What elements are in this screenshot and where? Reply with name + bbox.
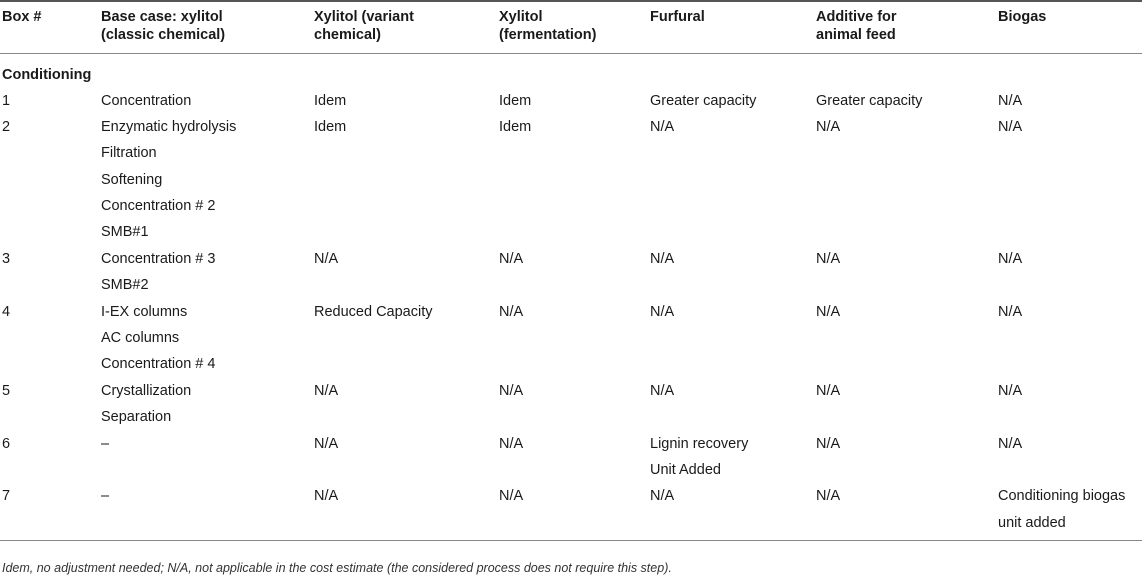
cell-line: 2: [2, 118, 11, 135]
table-cell: [814, 483, 996, 540]
cell-line: Reduced Capacity: [314, 303, 433, 320]
table-body: [0, 53, 1142, 541]
cell-line: AC columns: [101, 330, 180, 347]
cell-line: Conditioning biogas: [998, 488, 1126, 505]
cell-line: Idem: [499, 118, 532, 135]
table-cell: [497, 299, 648, 378]
table-cell: [99, 431, 312, 484]
column-header: [99, 1, 312, 53]
section-row: [0, 53, 1142, 88]
cell-line: I-EX columns: [101, 303, 188, 320]
cell-line: Idem: [314, 92, 347, 109]
cell-line: N/A: [998, 303, 1023, 320]
column-header: [0, 1, 99, 53]
cell-line: N/A: [499, 488, 524, 505]
table-cell: [0, 299, 99, 378]
cell-line: N/A: [816, 250, 841, 267]
cell-line: N/A: [816, 435, 841, 452]
cell-line: SMB#1: [101, 224, 149, 241]
cell-line: 4: [2, 303, 11, 320]
table-cell: [996, 88, 1142, 114]
cell-line: N/A: [499, 382, 524, 399]
table-cell: [814, 299, 996, 378]
cell-line: N/A: [650, 118, 675, 135]
table-cell: [497, 88, 648, 114]
table-cell: [0, 431, 99, 484]
table-row: [0, 378, 1142, 431]
cell-line: N/A: [314, 382, 339, 399]
cell-line: Unit Added: [650, 461, 721, 478]
table-row: [0, 88, 1142, 114]
cell-line: Filtration: [101, 145, 157, 162]
column-header-line: chemical): [314, 27, 381, 43]
table-cell: [996, 299, 1142, 378]
cell-line: Concentration: [101, 92, 192, 109]
table-cell: [814, 246, 996, 299]
table-cell: [996, 378, 1142, 431]
table-cell: [99, 378, 312, 431]
column-header-line: Xylitol: [499, 9, 543, 25]
table-cell: [497, 431, 648, 484]
cell-line: N/A: [998, 250, 1023, 267]
table-cell: [0, 483, 99, 540]
table-cell: [0, 114, 99, 246]
cell-line: N/A: [816, 382, 841, 399]
table-cell: [312, 378, 497, 431]
cell-line: N/A: [650, 303, 675, 320]
table-cell: [648, 88, 814, 114]
table-header: [0, 1, 1142, 53]
header-row: [0, 1, 1142, 53]
cell-line: unit added: [998, 514, 1066, 531]
table-cell: [814, 88, 996, 114]
column-header-line: (fermentation): [499, 27, 597, 43]
cell-line: 1: [2, 92, 11, 109]
table-cell: [99, 88, 312, 114]
table-cell: [0, 378, 99, 431]
table-cell: [814, 114, 996, 246]
cell-line: Concentration # 3: [101, 250, 216, 267]
table-cell: [996, 114, 1142, 246]
cell-line: Idem: [499, 92, 532, 109]
table-cell: [312, 88, 497, 114]
cell-line: –: [101, 435, 110, 452]
table-cell: [0, 246, 99, 299]
cell-line: N/A: [314, 488, 339, 505]
cell-line: 6: [2, 435, 11, 452]
column-header-line: Biogas: [998, 9, 1047, 25]
column-header: [312, 1, 497, 53]
table-cell: [996, 246, 1142, 299]
table-cell: [497, 483, 648, 540]
cell-line: N/A: [650, 488, 675, 505]
cell-line: Idem: [314, 118, 347, 135]
table-row: [0, 299, 1142, 378]
table-cell: [312, 299, 497, 378]
cell-line: Concentration # 2: [101, 198, 216, 215]
column-header: [648, 1, 814, 53]
table-cell: [312, 431, 497, 484]
table-cell: [497, 378, 648, 431]
cell-line: N/A: [816, 488, 841, 505]
cell-line: 3: [2, 250, 11, 267]
column-header-line: animal feed: [816, 27, 896, 43]
table-row: [0, 246, 1142, 299]
cell-line: N/A: [998, 118, 1023, 135]
cell-line: –: [101, 488, 110, 505]
table-cell: [0, 88, 99, 114]
cell-line: Enzymatic hydrolysis: [101, 118, 237, 135]
cell-line: N/A: [650, 250, 675, 267]
cell-line: SMB#2: [101, 277, 149, 294]
cell-line: Crystallization: [101, 382, 192, 399]
table-footnote: Idem, no adjustment needed; N/A, not applicable in the cost estimate (the considered process does not require this step).: [2, 561, 672, 575]
cell-line: N/A: [816, 118, 841, 135]
cell-line: N/A: [499, 250, 524, 267]
cell-line: Lignin recovery: [650, 435, 749, 452]
cell-line: N/A: [998, 382, 1023, 399]
cell-line: Concentration # 4: [101, 356, 216, 373]
table-cell: [996, 431, 1142, 484]
table-row: [0, 483, 1142, 540]
cell-line: N/A: [314, 250, 339, 267]
table-cell: [648, 114, 814, 246]
column-header-line: Furfural: [650, 9, 705, 25]
table-cell: [648, 378, 814, 431]
cell-line: Softening: [101, 171, 163, 188]
table-cell: [648, 431, 814, 484]
table-cell: [99, 246, 312, 299]
column-header: [814, 1, 996, 53]
column-header-line: Box #: [2, 9, 42, 25]
table-cell: [99, 483, 312, 540]
table-row: [0, 431, 1142, 484]
column-header-line: Base case: xylitol: [101, 9, 223, 25]
cell-line: N/A: [499, 303, 524, 320]
table-cell: [99, 299, 312, 378]
cell-line: N/A: [998, 435, 1023, 452]
column-header-line: Xylitol (variant: [314, 9, 414, 25]
column-header-line: Additive for: [816, 9, 897, 25]
table-cell: [497, 114, 648, 246]
table-cell: [312, 483, 497, 540]
cell-line: N/A: [499, 435, 524, 452]
table-row: [0, 114, 1142, 246]
column-header: [996, 1, 1142, 53]
cell-line: 7: [2, 488, 11, 505]
table-cell: [814, 378, 996, 431]
cell-line: Separation: [101, 409, 172, 426]
table-cell: [814, 431, 996, 484]
cell-line: N/A: [816, 303, 841, 320]
table-cell: [312, 246, 497, 299]
table-cell: [312, 114, 497, 246]
cell-line: N/A: [650, 382, 675, 399]
cell-line: Greater capacity: [650, 92, 757, 109]
cell-line: N/A: [314, 435, 339, 452]
table-cell: [99, 114, 312, 246]
cell-line: Greater capacity: [816, 92, 923, 109]
table-cell: [648, 246, 814, 299]
column-header-line: (classic chemical): [101, 27, 226, 43]
section-label: Conditioning: [2, 66, 92, 83]
table-cell: [648, 299, 814, 378]
table-cell: [648, 483, 814, 540]
column-header: [497, 1, 648, 53]
table-cell: [497, 246, 648, 299]
table-cell: [996, 483, 1142, 540]
cell-line: 5: [2, 382, 11, 399]
cell-line: N/A: [998, 92, 1023, 109]
